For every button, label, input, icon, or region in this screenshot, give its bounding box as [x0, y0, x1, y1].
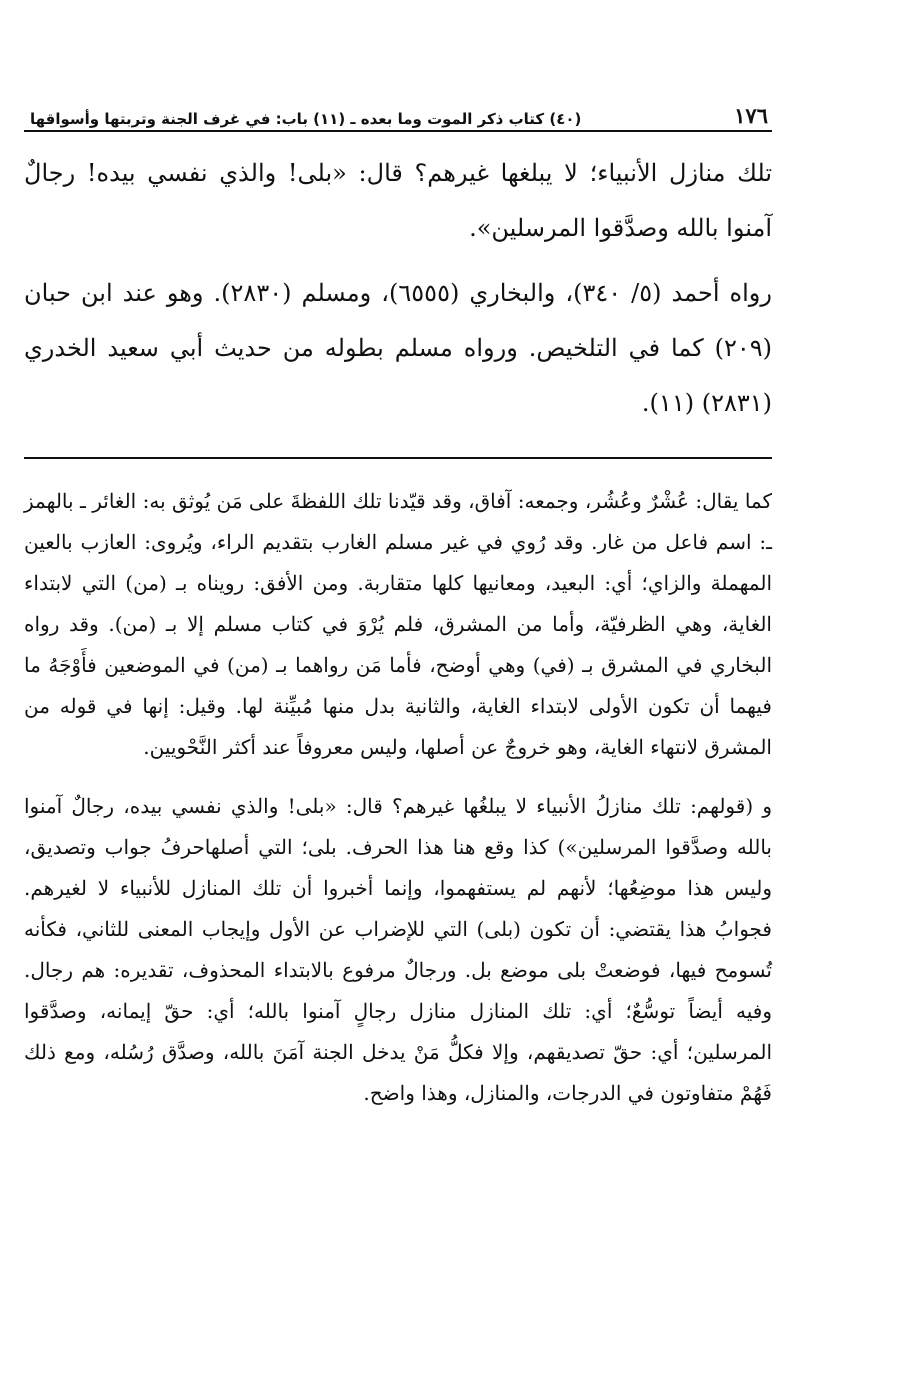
commentary — [24, 481, 772, 1114]
book-page — [24, 96, 772, 1114]
main-paragraph: رواه أحمد (٥/ ٣٤٠)، والبخاري (٦٥٥٥)، ومسلم (٢٨٣٠). وهو عند ابن حبان (٢٠٩) كما في التلخيص. ورواه مسلم بطوله من حديث أبي سعيد الخدري (٢٨٣١) (١١). — [24, 279, 772, 417]
footnote-separator — [24, 457, 772, 459]
running-header — [24, 96, 772, 128]
page-number: ١٧٦ — [734, 103, 768, 128]
commentary-paragraph: كما يقال: عُشْرٌ وعُشُر، وجمعه: آفاق، وقد قيّدنا تلك اللفظةَ على مَن يُوثق به: الغائر ـ بالهمز ـ: اسم فاعل من غار. وقد رُوي في غير مسلم الغارب بتقديم الراء، ويُروى: العازب بالعين المهملة والزاي؛ أي: البعيد، ومعانيها كلها متقاربة. ومن الأفق: رويناه بـ (من) التي لابتداء الغاية، وهي الظرفيّة، وأما من المشرق، فلم يُرْوَ في كتاب مسلم إلا بـ (من). وقد رواه البخاري في المشرق بـ (في) وهي أوضح، فأما مَن رواهما بـ (من) في الموضعين فأَوْجَهُ ما فيهما أن تكون الأولى لابتداء الغاية، والثانية بدل منها مُبيِّنة لها. وقيل: إنها في قوله من المشرق لانتهاء الغاية، وهو خروجٌ عن أصلها، وليس معروفاً عند أكثر النَّحْويين. — [24, 489, 772, 759]
main-text — [24, 146, 772, 431]
commentary-paragraph: و (قولهم: تلك منازلُ الأنبياء لا يبلغُها غيرهم؟ قال: «بلى! والذي نفسي بيده، رجالٌ آمنوا بالله وصدَّقوا المرسلين») كذا وقع هنا هذا الحرف. بلى؛ التي أصلهاحرفُ جواب وتصديق، وليس هذا موضِعُها؛ لأنهم لم يستفهموا، وإنما أخبروا أن تلك المنازل للأنبياء لا لغيرهم. فجوابُ هذا يقتضي: أن تكون (بلى) التي للإضراب عن الأول وإيجاب المعنى للثاني، فكأنه تُسومح فيها، فوضعتْ بلى موضع بل. ورجالٌ مرفوع بالابتداء المحذوف، تقديره: هم رجال. وفيه أيضاً توسُّعٌ؛ أي: تلك المنازل منازل رجالٍ آمنوا بالله؛ أي: حقّ إيمانه، وصدَّقوا المرسلين؛ أي: حقّ تصديقهم، وإلا فكلُّ مَنْ يدخل الجنة آمَنَ بالله، وصدَّق رُسُله، ومع ذلك فَهُمْ متفاوتون في الدرجات، والمنازل، وهذا واضح. — [24, 794, 772, 1105]
running-title: (٤٠) كتاب ذكر الموت وما بعده ـ (١١) باب: في غرف الجنة وتربتها وأسواقها — [30, 110, 582, 128]
main-paragraph: تلك منازل الأنبياء؛ لا يبلغها غيرهم؟ قال: «بلى! والذي نفسي بيده! رجالٌ آمنوا بالله وصدَّقوا المرسلين». — [24, 159, 772, 242]
header-rule — [24, 130, 772, 132]
